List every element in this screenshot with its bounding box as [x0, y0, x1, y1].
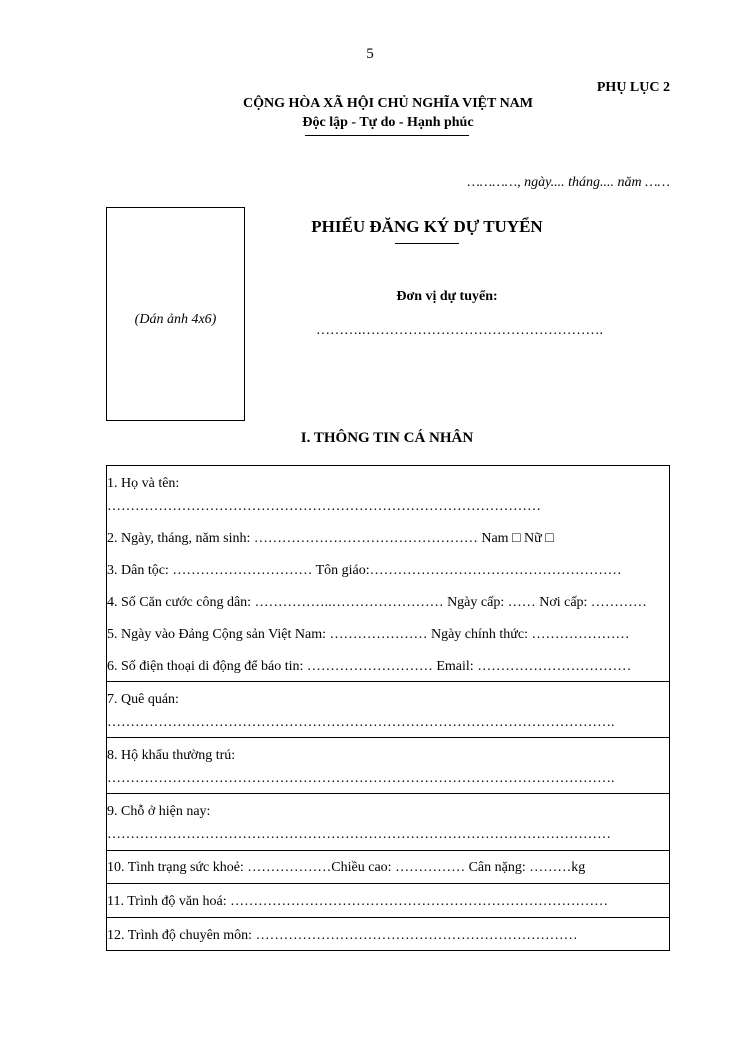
national-title: CỘNG HÒA XÃ HỘI CHỦ NGHĨA VIỆT NAM: [242, 96, 533, 111]
form-title: PHIẾU ĐĂNG KÝ DỰ TUYỂN: [311, 217, 543, 236]
page-number: 5: [366, 46, 374, 62]
field-current-address-label: 9. Chỗ ở hiện nay:: [107, 804, 211, 819]
field-citizen-id[interactable]: 4. Số Căn cước công dân: ……………..…………………… Ngày cấp: …… Nơi cấp: …………: [107, 595, 647, 610]
field-ethnicity-religion[interactable]: 3. Dân tộc: ………………………… Tôn giáo:………………………………………………: [107, 563, 622, 578]
field-education-level[interactable]: 11. Trình độ văn hoá: ………………………………………………………………………: [107, 894, 609, 909]
field-party-join-date[interactable]: 5. Ngày vào Đảng Cộng sản Việt Nam: ………………… Ngày chính thức: …………………: [107, 627, 630, 642]
field-permanent-residence-label: 8. Hộ khẩu thường trú:: [107, 748, 236, 763]
unit-label: Đơn vị dự tuyển:: [396, 289, 498, 304]
national-motto: Độc lập - Tự do - Hạnh phúc: [302, 115, 474, 130]
row-divider: [106, 681, 670, 682]
field-current-address[interactable]: ………………………………………………………………………………………………: [107, 827, 611, 842]
appendix-label: PHỤ LỤC 2: [596, 80, 670, 95]
field-full-name[interactable]: …………………………………………………………………………………: [107, 499, 541, 514]
field-hometown[interactable]: ……………………………………………………………………………………………….: [107, 715, 615, 730]
row-divider: [106, 793, 670, 794]
date-line: …………, ngày.... tháng.... năm ……: [467, 175, 670, 190]
row-divider: [106, 917, 670, 918]
row-divider: [106, 850, 670, 851]
field-birth-date-gender[interactable]: 2. Ngày, tháng, năm sinh: ………………………………………… Nam □ Nữ □: [107, 531, 554, 546]
row-divider: [106, 883, 670, 884]
photo-label: (Dán ảnh 4x6): [134, 312, 217, 327]
field-permanent-residence[interactable]: ……………………………………………………………………………………………….: [107, 771, 615, 786]
row-divider: [106, 737, 670, 738]
field-health-height-weight[interactable]: 10. Tình trạng sức khoẻ: ………………Chiều cao: …………… Cân nặng: ………kg: [107, 860, 586, 875]
field-hometown-label: 7. Quê quán:: [107, 692, 179, 707]
title-underline: [395, 243, 459, 244]
section-title: I. THÔNG TIN CÁ NHÂN: [300, 430, 474, 446]
field-full-name-label: 1. Họ và tên:: [107, 476, 180, 491]
motto-underline: [305, 135, 469, 136]
field-professional-level[interactable]: 12. Trình độ chuyên môn: ……………………………………………………………: [107, 928, 578, 943]
unit-field[interactable]: ……….…………………………………………….: [316, 323, 603, 338]
field-phone-email[interactable]: 6. Số điện thoại di động để báo tin: ……………………… Email: ……………………………: [107, 659, 632, 674]
